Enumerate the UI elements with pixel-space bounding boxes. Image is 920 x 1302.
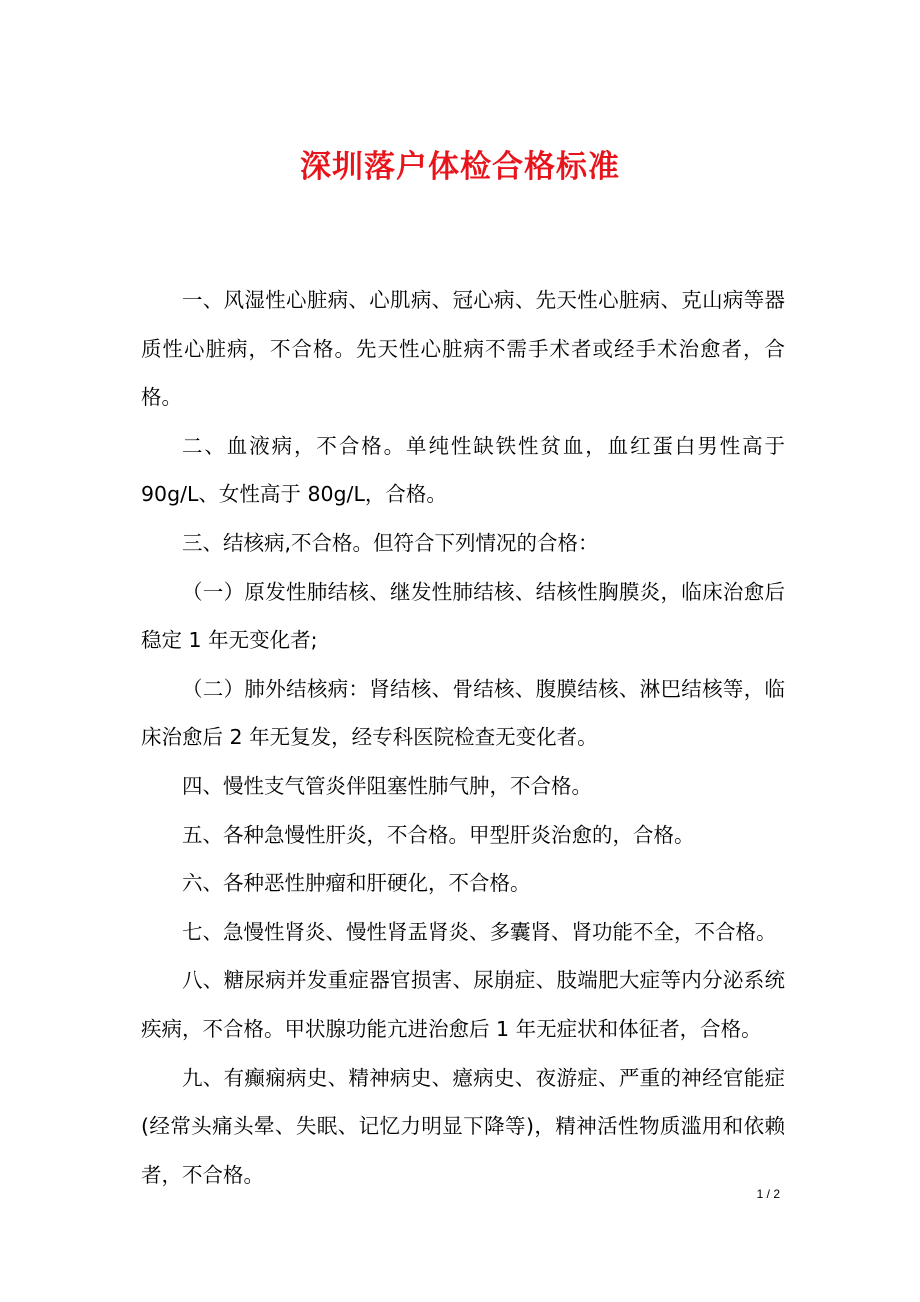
- document-body: [141, 276, 785, 1199]
- paragraph-3: 三、结核病,不合格。但符合下列情况的合格：: [182, 530, 599, 555]
- paragraph-3-sub-1: （一）原发性肺结核、继发性肺结核、结核性胸膜炎，临床治愈后稳定 1 年无变化者;: [141, 579, 785, 653]
- paragraph-3-sub-2: （二）肺外结核病：肾结核、骨结核、腹膜结核、淋巴结核等，临床治愈后 2 年无复发，经专科医院检查无变化者。: [141, 676, 785, 750]
- paragraph-4: 四、慢性支气管炎伴阻塞性肺气肿，不合格。: [182, 773, 592, 798]
- paragraph-8: 八、糖尿病并发重症器官损害、尿崩症、肢端肥大症等内分泌系统疾病，不合格。甲状腺功能亢进治愈后 1 年无症状和体征者，合格。: [141, 968, 785, 1041]
- paragraph-2: 二、血液病，不合格。单纯性缺铁性贫血，血红蛋白男性高于 90g/L、女性高于 80g/L，合格。: [141, 433, 785, 507]
- paragraph-6: 六、各种恶性肿瘤和肝硬化，不合格。: [182, 871, 531, 896]
- page-number: 1 / 2: [756, 1187, 780, 1201]
- paragraph-5: 五、各种急慢性肝炎，不合格。甲型肝炎治愈的，合格。: [182, 822, 695, 847]
- paragraph-1: 一、风湿性心脏病、心肌病、冠心病、先天性心脏病、克山病等器质性心脏病，不合格。先天性心脏病不需手术者或经手术治愈者，合格。: [141, 288, 785, 410]
- document-title: 深圳落户体检合格标准: [300, 149, 620, 185]
- paragraph-7: 七、急慢性肾炎、慢性肾盂肾炎、多囊肾、肾功能不全，不合格。: [182, 919, 777, 944]
- paragraph-9: 九、有癫痫病史、精神病史、癔病史、夜游症、严重的神经官能症(经常头痛头晕、失眠、记忆力明显下降等)，精神活性物质滥用和依赖者，不合格。: [141, 1065, 785, 1187]
